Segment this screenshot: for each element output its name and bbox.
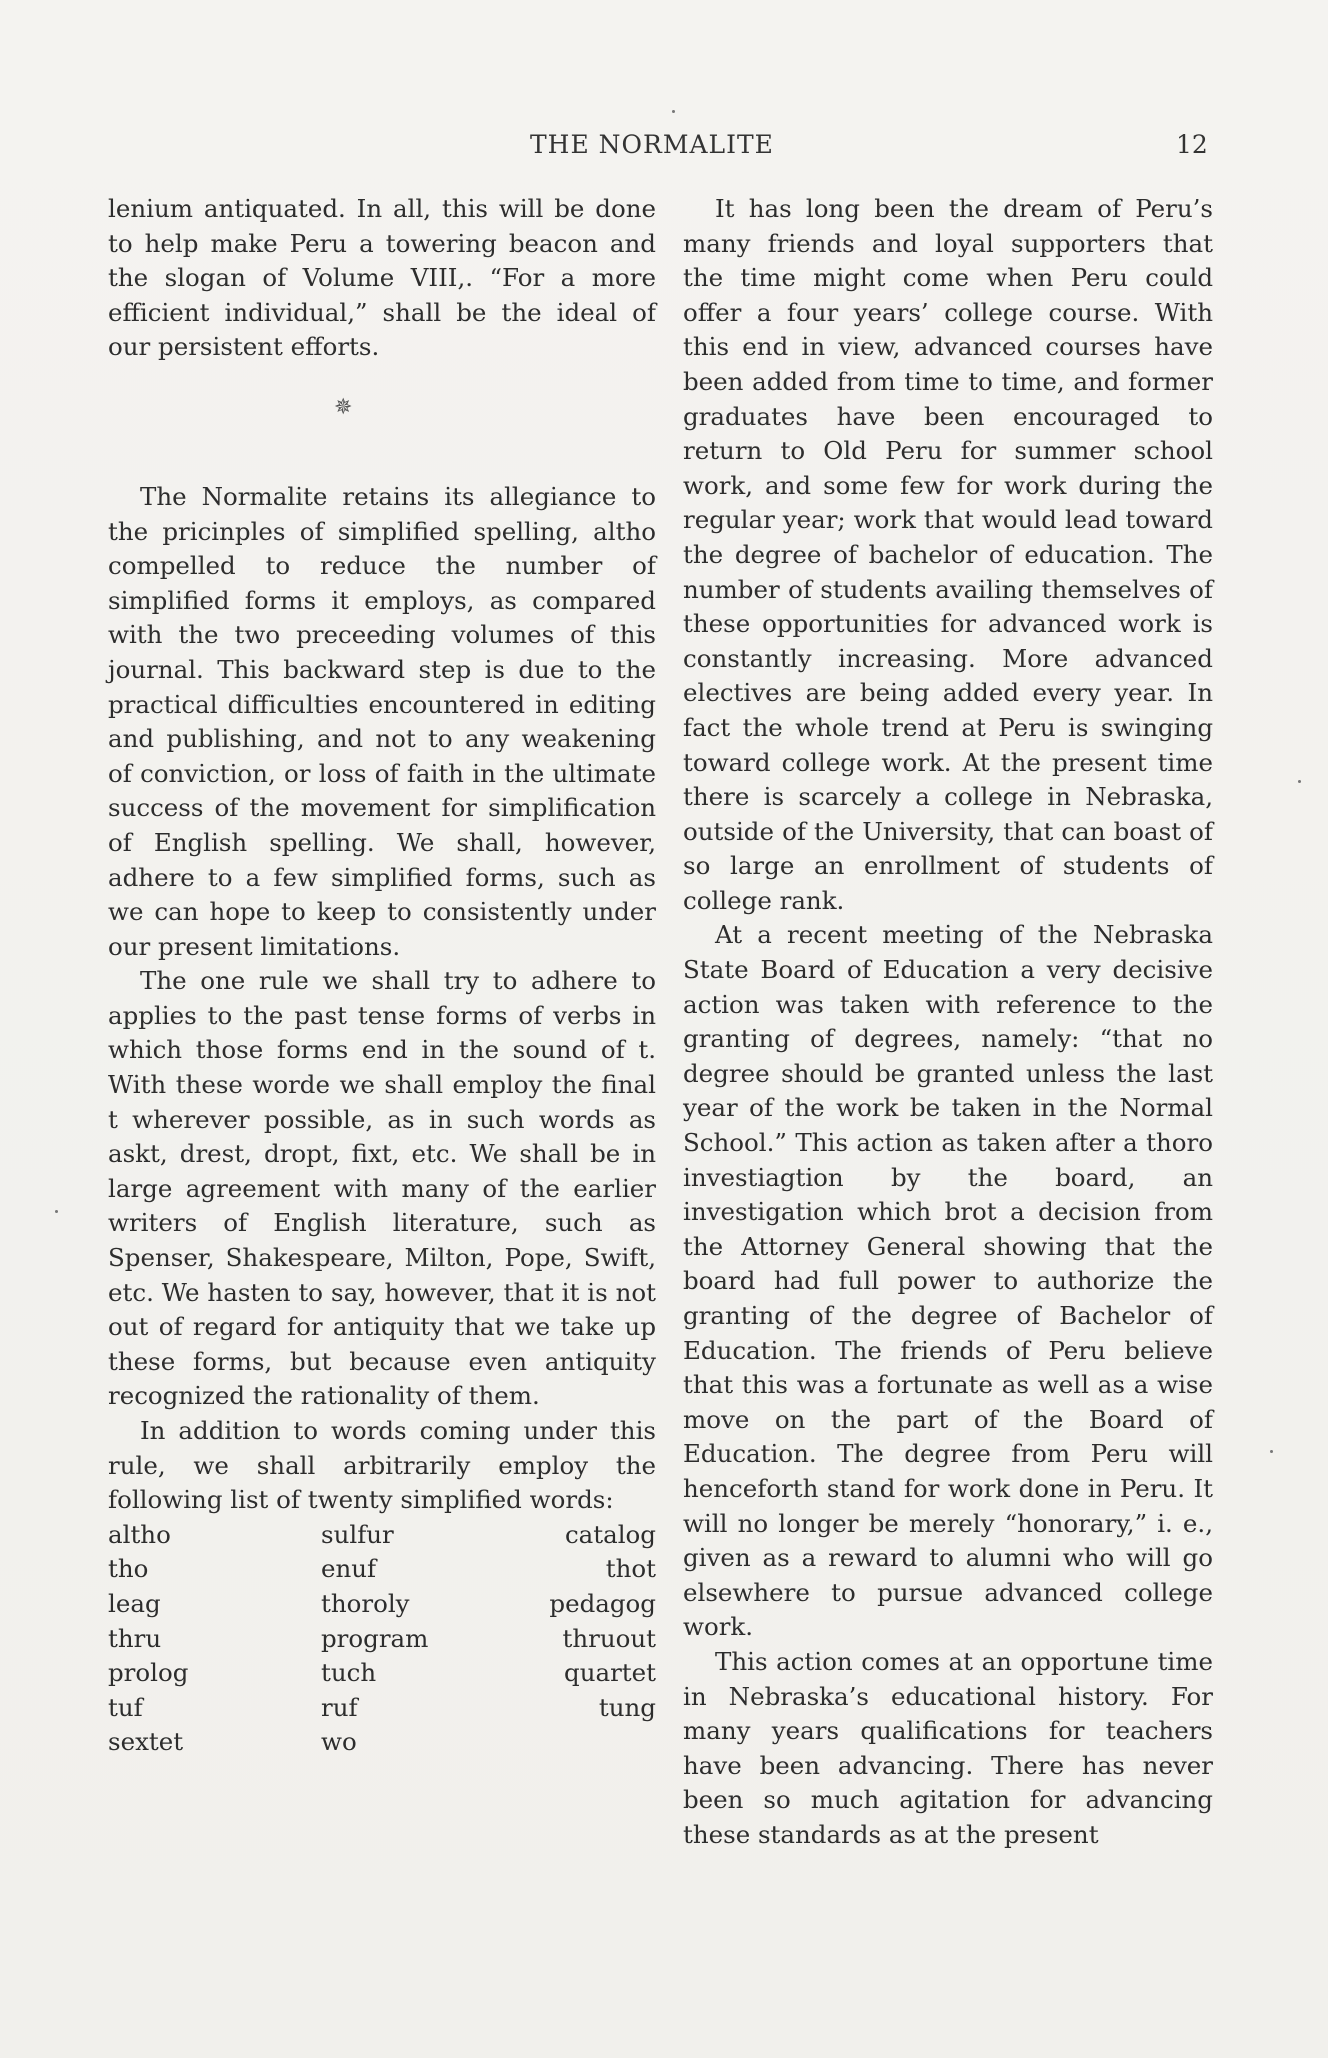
word-list-item: thot	[605, 1554, 656, 1584]
scan-speck	[672, 110, 675, 113]
left-column	[108, 192, 656, 1760]
word-list-item: catalog	[564, 1519, 656, 1549]
right-paragraph-1: It has long been the dream of Peru’s many friends and loyal supporters that the time might come when Peru could offer a four years’ college course. With this end in view, advanced courses have been added from time to time, and former graduates have been encouraged to return to Old Peru for summer school work, and some few for work during the regular year; work that would lead toward the degree of bachelor of education. The number of students availing themselves of these opportunities for advanced work is constantly increasing. More advanced electives are being added every year. In fact the whole trend at Peru is swinging toward college work. At the present time there is scarcely a college in Nebraska, outside of the University, that can boast of so large an enrollment of students of college rank.	[683, 194, 1213, 915]
page-number: 12	[1176, 130, 1208, 159]
right-column	[683, 192, 1213, 1853]
word-list-item: program	[321, 1623, 429, 1653]
left-paragraph-3: The one rule we shall try to adhere to applies to the past tense forms of verbs in which those forms end in the sound of t. With these worde we shall employ the final t wherever possible, as in such words as askt, drest, dropt, fixt, etc. We shall be in large agreement with many of the earlier writers of English literature, such as Spenser, Shakespeare, Milton, Pope, Swift, etc. We hasten to say, however, that it is not out of regard for antiquity that we take up these forms, but because even antiquity recognized the rationality of them.	[108, 966, 656, 1411]
word-list-item: thoroly	[321, 1588, 410, 1618]
scan-speck	[55, 1210, 58, 1213]
word-list-item: altho	[108, 1519, 171, 1549]
word-list-item: quartet	[564, 1658, 656, 1688]
word-list-item: tuf	[108, 1692, 143, 1722]
word-list-item: prolog	[108, 1658, 189, 1688]
word-list-item: leag	[108, 1588, 161, 1618]
word-list-item: tuch	[321, 1658, 377, 1688]
scan-speck	[1298, 780, 1301, 783]
word-list-item: tho	[108, 1554, 149, 1584]
word-list-item: wo	[321, 1727, 357, 1757]
word-list-item: ruf	[321, 1692, 358, 1722]
word-list-item: tung	[598, 1692, 656, 1722]
word-list-item	[548, 1725, 656, 1760]
left-paragraph-4: In addition to words coming under this rule, we shall arbitrarily employ the following list of twenty simplified words:	[108, 1416, 656, 1515]
word-list-item: enuf	[321, 1554, 377, 1584]
left-paragraph-1: lenium antiquated. In all, this will be done to help make Peru a towering beacon and the slogan of Volume VIII,. “For a more efficient individual,” shall be the ideal of our persistent efforts.	[108, 194, 656, 362]
ornament-icon: ✵	[334, 394, 353, 420]
scan-speck	[1270, 1450, 1273, 1453]
right-paragraph-3: This action comes at an opportune time in Nebraska’s educational history. For many years qualifications for teachers have been advancing. There has never been so much agitation for advancing these standards as at the present	[683, 1646, 1213, 1849]
word-list-item: pedagog	[549, 1588, 656, 1618]
simplified-word-list	[108, 1518, 656, 1760]
word-list-item: sextet	[108, 1727, 184, 1757]
page-header	[0, 130, 1328, 170]
journal-title: THE NORMALITE	[530, 130, 774, 159]
section-ornament	[108, 365, 656, 480]
word-list-item: sulfur	[321, 1519, 394, 1549]
right-paragraph-2: At a recent meeting of the Nebraska State Board of Education a very decisive action was taken with reference to the granting of degrees, namely: “that no degree should be granted unless the last year of the work be taken in the Normal School.” This action as taken after a thoro investiagtion by the board, an investigation which brot a decision from the Attorney General showing that the board had full power to authorize the granting of the degree of Bachelor of Education. The friends of Peru believe that this was a fortunate as well as a wise move on the part of the Board of Education. The degree from Peru will henceforth stand for work done in Peru. It will no longer be merely “honorary,” i. e., given as a reward to alumni who will go elsewhere to pursue advanced college work.	[683, 920, 1213, 1642]
word-list-item: thruout	[562, 1623, 656, 1653]
left-paragraph-2: The Normalite retains its allegiance to the pricinples of simplified spelling, altho compelled to reduce the number of simplified forms it employs, as compared with the two preceeding volumes of this journal. This backward step is due to the practical difficulties encountered in editing and publishing, and not to any weakening of conviction, or loss of faith in the ultimate success of the movement for simplification of English spelling. We shall, however, adhere to a few simplified forms, such as we can hope to keep to consistently under our present limitations.	[108, 481, 656, 961]
word-list-item: thru	[108, 1623, 162, 1653]
